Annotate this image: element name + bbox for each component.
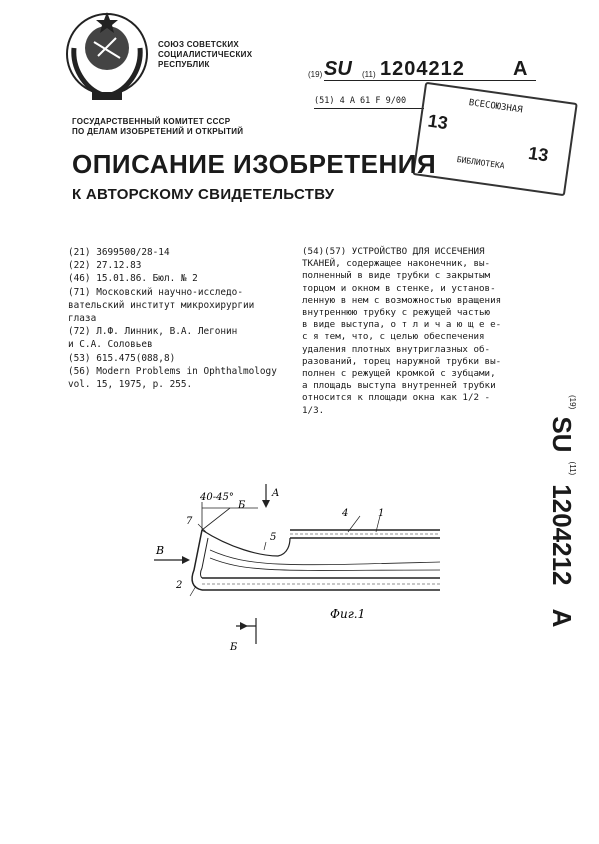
abstract-line: в виде выступа, о т л и ч а ю щ е е- — [302, 319, 502, 331]
field-53: (53) 615.475(088,8) — [68, 352, 176, 364]
stamp-line3: БИБЛИОТЕКА — [456, 154, 506, 171]
abstract-line: торцом и окном в стенке, и установ- — [302, 282, 496, 294]
field-22: (22) 27.12.83 — [68, 260, 142, 272]
side-patent-number — [527, 395, 577, 675]
side-kind: A — [547, 608, 577, 628]
code19: (19) — [308, 70, 323, 79]
tube-tip — [192, 530, 202, 590]
field-46: (46) 15.01.86. Бюл. № 2 — [68, 273, 198, 285]
patent-number: 1204212 — [380, 58, 465, 80]
section-b-arrow — [240, 622, 248, 630]
abstract-line: полнен с режущей кромкой с зубцами, — [302, 368, 496, 380]
arrow-a-label: A — [272, 488, 280, 499]
technical-drawing — [140, 478, 460, 658]
abstract-line: ТКАНЕЙ, содержащее наконечник, вы- — [302, 258, 491, 270]
arrow-b-head — [182, 556, 190, 564]
inner-tube-line — [210, 550, 440, 565]
field-72-b: и С.А. Соловьев — [68, 339, 153, 351]
bibliographic-fields — [68, 246, 293, 391]
number-underline — [324, 80, 536, 81]
abstract-line: полненный в виде трубки с закрытым — [302, 270, 491, 282]
committee-line2: ПО ДЕЛАМ ИЗОБРЕТЕНИЙ И ОТКРЫТИЙ — [72, 127, 244, 136]
field-72-a: (72) Л.Ф. Линник, В.А. Легонин — [68, 326, 238, 338]
side-country: SU — [547, 416, 577, 453]
side-code11: (11) — [568, 461, 577, 476]
ipc-underline — [314, 108, 424, 109]
section-label-bottom: Б — [230, 642, 238, 653]
committee-line1: ГОСУДАРСТВЕННЫЙ КОМИТЕТ СССР — [72, 117, 231, 126]
abstract-line: с я тем, что, с целью обеспечения — [302, 331, 485, 343]
part-7-label: 7 — [186, 516, 193, 527]
field-56-a: (56) Modern Problems in Ophthalmology — [68, 365, 277, 377]
library-stamp — [412, 82, 578, 197]
field-56-b: vol. 15, 1975, p. 255. — [68, 379, 193, 391]
tube-tip-inner — [201, 538, 209, 578]
section-b-bottom — [236, 618, 256, 644]
stamp-line1: ВСЕСОЮЗНАЯ — [468, 98, 524, 116]
side-code19: (19) — [568, 395, 577, 410]
field-71-a: (71) Московский научно-исследо- — [68, 286, 243, 298]
arrow-a-head — [262, 500, 270, 508]
side-number: 1204212 — [547, 484, 577, 586]
ussr-emblem-icon — [62, 8, 152, 104]
abstract-line: внутреннюю трубку с режущей частью — [302, 307, 491, 319]
angle-label: 40-45° — [200, 492, 234, 503]
abstract-line: относится к площади окна как 1/2 - — [302, 392, 491, 404]
header-org-line2: СОЦИАЛИСТИЧЕСКИХ — [158, 50, 253, 59]
country-code: SU — [324, 58, 352, 80]
header-org-line3: РЕСПУБЛИК — [158, 60, 210, 69]
ipc-class: (51) 4 A 61 F 9/00 — [314, 96, 407, 106]
part-5-label: 5 — [270, 532, 277, 543]
header-org-line1: СОЮЗ СОВЕТСКИХ — [158, 40, 240, 49]
stamp-left-num: 13 — [426, 110, 450, 134]
abstract-block — [302, 246, 527, 417]
field-71-b: вательский институт микрохирургии — [68, 299, 255, 311]
abstract-line: а площадь выступа внутренней трубки — [302, 380, 496, 392]
abstract-line: удаления плотных внутриглазных об- — [302, 343, 491, 355]
patent-number-line — [308, 58, 538, 84]
abstract-line: (54)(57) УСТРОЙСТВО ДЛЯ ИССЕЧЕНИЯ — [302, 246, 485, 257]
arrow-b-label: B — [156, 544, 165, 557]
angle-lines — [202, 502, 230, 530]
field-21: (21) 3699500/28-14 — [68, 247, 170, 258]
stamp-right-num: 13 — [527, 142, 550, 166]
patent-kind: A — [513, 58, 528, 80]
doc-subtitle: К АВТОРСКОМУ СВИДЕТЕЛЬСТВУ — [72, 186, 335, 203]
part-2-label: 2 — [176, 580, 183, 591]
abstract-line: разований, торец наружной трубки вы- — [302, 355, 502, 367]
abstract-line: 1/3. — [302, 404, 325, 416]
abstract-line: ленную в нем с возможностью вращения — [302, 294, 502, 306]
figure-caption: Фиг.1 — [330, 607, 366, 621]
code11: (11) — [362, 70, 376, 79]
part-1-label: 1 — [378, 508, 385, 519]
doc-title: ОПИСАНИЕ ИЗОБРЕТЕНИЯ — [72, 149, 437, 179]
part-4-label: 4 — [342, 508, 349, 519]
section-label-top: Б — [238, 500, 246, 511]
field-71-c: глаза — [68, 313, 97, 325]
